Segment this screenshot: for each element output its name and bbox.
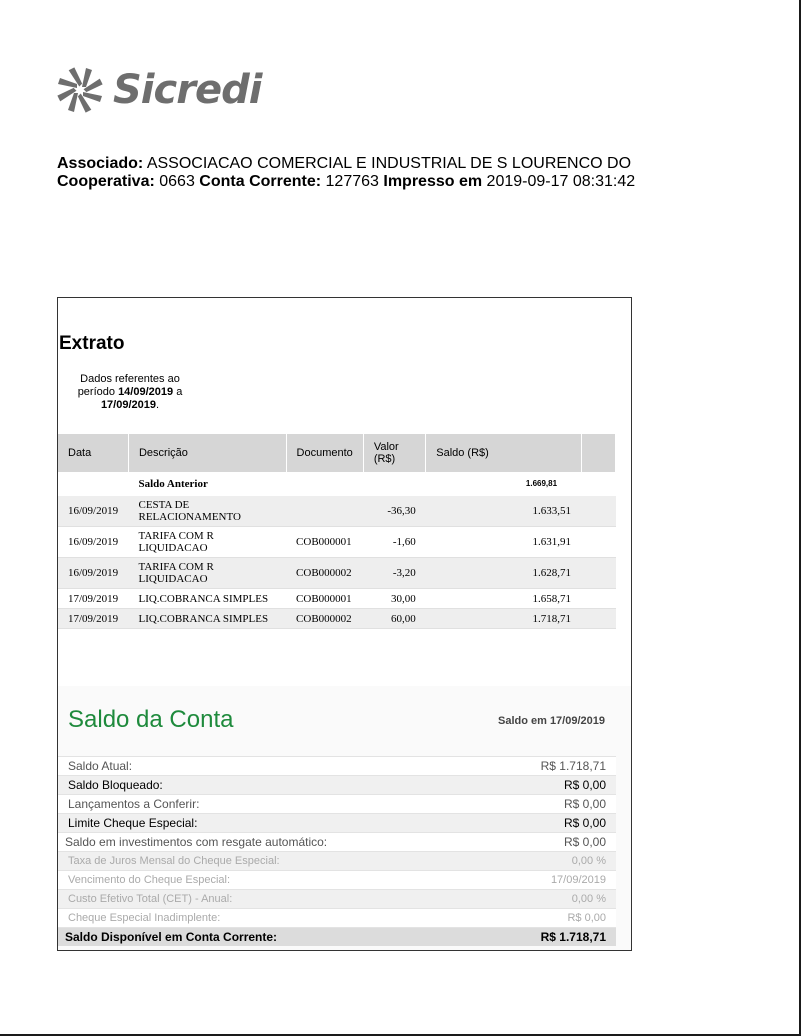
impresso-value: 2019-09-17 08:31:42: [486, 173, 636, 190]
row-valor: 30,00: [363, 589, 425, 609]
saldo-row-vencimento: Vencimento do Cheque Especial: 17/09/2019: [58, 870, 616, 889]
extrato-table: [58, 434, 616, 629]
column-header-data: Data: [58, 434, 128, 472]
row-saldo: 1.631,91: [426, 527, 581, 558]
periodo-prefix: Dados referentes ao período: [77, 373, 180, 398]
row-documento: COB000002: [286, 558, 363, 589]
saldo-anterior-label: Saldo Anterior: [138, 478, 208, 490]
column-header-blank: [581, 434, 615, 472]
saldo-row-investimentos: Saldo em investimentos com resgate automático: R$ 0,00: [58, 832, 616, 851]
saldo-row-disponivel: Saldo Disponível em Conta Corrente: R$ 1.718,71: [58, 927, 616, 946]
row-documento: COB000001: [286, 589, 363, 609]
logo-text: Sicredi: [113, 67, 262, 113]
column-header-saldo: Saldo (R$): [426, 434, 581, 472]
cooperativa-line: [57, 173, 635, 191]
saldo-row-bloqueado: Saldo Bloqueado: R$ 0,00: [58, 775, 616, 794]
sicredi-logo: [55, 62, 261, 118]
saldo-list: [58, 756, 616, 946]
row-valor: -36,30: [363, 496, 425, 527]
periodo-info: [70, 373, 190, 412]
saldo-row-cet: Custo Efetivo Total (CET) - Anual: 0,00 %: [58, 889, 616, 908]
saldo-row-atual: Saldo Atual: R$ 1.718,71: [58, 756, 616, 775]
periodo-start: 14/09/2019: [118, 386, 174, 398]
row-data: 16/09/2019: [58, 496, 128, 527]
row-descricao: TARIFA COM R LIQUIDACAO: [128, 527, 286, 558]
row-data: 17/09/2019: [58, 589, 128, 609]
extrato-title: Extrato: [59, 333, 125, 354]
row-data: 16/09/2019: [58, 558, 128, 589]
table-header-row: [58, 434, 616, 472]
saldo-anterior-row: [58, 472, 616, 496]
row-descricao: CESTA DE RELACIONAMENTO: [128, 496, 286, 527]
associado-label: Associado:: [57, 155, 144, 172]
conta-label: Conta Corrente:: [199, 173, 322, 190]
saldo-row-limite: Limite Cheque Especial: R$ 0,00: [58, 813, 616, 832]
row-data: 17/09/2019: [58, 609, 128, 629]
table-row: [58, 609, 616, 629]
saldo-anterior-value: 1.669,81: [525, 479, 558, 488]
column-header-descricao: Descrição: [128, 434, 286, 472]
row-saldo: 1.633,51: [426, 496, 581, 527]
row-data: 16/09/2019: [58, 527, 128, 558]
associado-line: [57, 155, 635, 173]
cooperativa-label: Cooperativa:: [57, 173, 155, 190]
saldo-row-taxa-juros: Taxa de Juros Mensal do Cheque Especial: 0,00 %: [58, 851, 616, 870]
saldo-row-lancamentos: Lançamentos a Conferir: R$ 0,00: [58, 794, 616, 813]
table-row: [58, 527, 616, 558]
row-valor: -3,20: [363, 558, 425, 589]
row-descricao: TARIFA COM R LIQUIDACAO: [128, 558, 286, 589]
periodo-end: 17/09/2019: [100, 399, 156, 411]
row-saldo: 1.718,71: [426, 609, 581, 629]
row-descricao: LIQ.COBRANCA SIMPLES: [128, 609, 286, 629]
sicredi-pinwheel-icon: [55, 65, 105, 115]
column-header-valor: Valor (R$): [363, 434, 425, 472]
row-documento: COB000002: [286, 609, 363, 629]
table-row: [58, 558, 616, 589]
periodo-suffix: .: [156, 399, 160, 411]
row-saldo: 1.628,71: [426, 558, 581, 589]
associado-value: ASSOCIACAO COMERCIAL E INDUSTRIAL DE S LOURENCO DO: [146, 155, 632, 172]
saldo-conta-title: Saldo da Conta: [68, 706, 234, 733]
row-valor: -1,60: [363, 527, 425, 558]
impresso-label: Impresso em: [383, 173, 483, 190]
row-saldo: 1.658,71: [426, 589, 581, 609]
cooperativa-value: 0663: [159, 173, 195, 190]
saldo-date: Saldo em 17/09/2019: [497, 715, 605, 727]
row-documento: [286, 496, 363, 527]
periodo-mid: a: [176, 386, 183, 398]
table-row: [58, 496, 616, 527]
table-row: [58, 589, 616, 609]
conta-value: 127763: [325, 173, 379, 190]
row-documento: COB000001: [286, 527, 363, 558]
account-header: [57, 155, 635, 191]
row-valor: 60,00: [363, 609, 425, 629]
saldo-row-inadimplente: Cheque Especial Inadimplente: R$ 0,00: [58, 908, 616, 927]
column-header-documento: Documento: [286, 434, 363, 472]
statement-panel: [57, 297, 632, 951]
row-descricao: LIQ.COBRANCA SIMPLES: [128, 589, 286, 609]
